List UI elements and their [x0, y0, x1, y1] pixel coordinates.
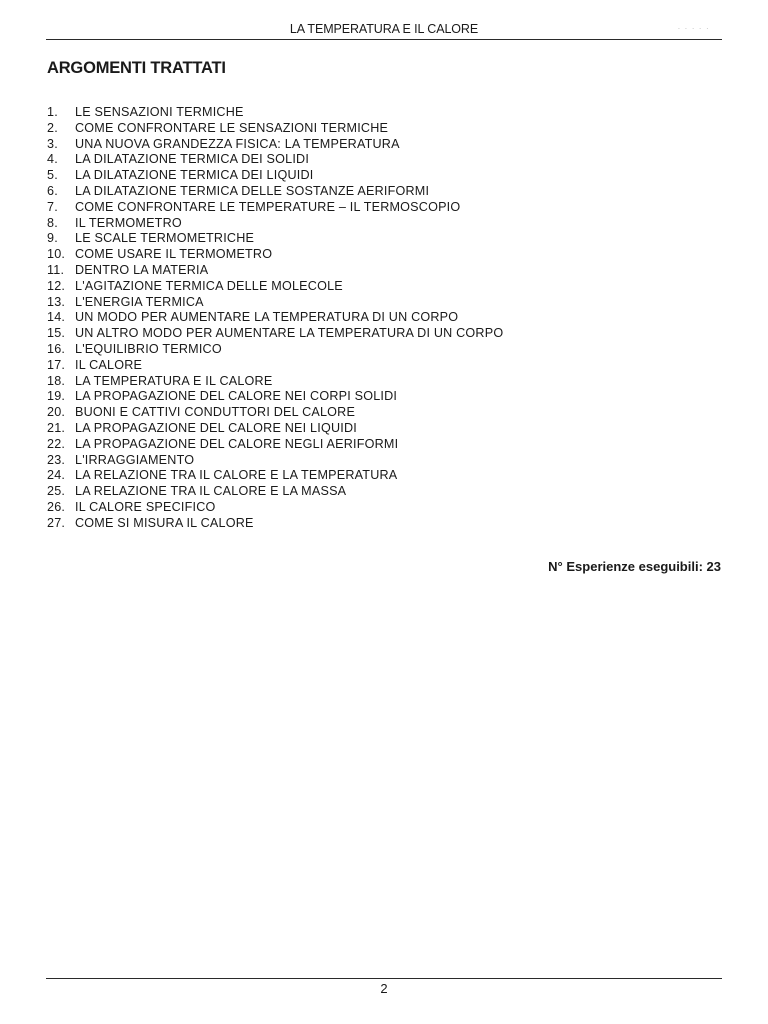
list-item [47, 453, 503, 469]
topic-number: 16. [47, 341, 66, 356]
topic-label: IL CALORE [75, 357, 143, 372]
topic-label: DENTRO LA MATERIA [75, 262, 209, 277]
list-item [47, 137, 503, 153]
experiences-count: N° Esperienze eseguibili: 23 [548, 559, 721, 574]
topic-label: LA PROPAGAZIONE DEL CALORE NEGLI AERIFORMI [75, 436, 399, 451]
topic-number: 26. [47, 499, 66, 514]
topic-number: 6. [47, 183, 58, 198]
topic-number: 5. [47, 168, 58, 183]
topic-list [47, 105, 503, 532]
topic-label: COME CONFRONTARE LE TEMPERATURE – IL TERMOSCOPIO [75, 199, 461, 214]
topic-label: IL TERMOMETRO [75, 215, 182, 230]
list-item [47, 295, 503, 311]
topic-number: 17. [47, 357, 66, 372]
page-number: 2 [380, 981, 388, 996]
topic-label: COME SI MISURA IL CALORE [75, 515, 254, 530]
topic-number: 21. [47, 420, 66, 435]
list-item [47, 310, 503, 326]
list-item [47, 437, 503, 453]
list-item [47, 326, 503, 342]
topic-label: IL CALORE SPECIFICO [75, 499, 216, 514]
list-item [47, 200, 503, 216]
topic-number: 25. [47, 484, 66, 499]
topic-number: 1. [47, 105, 58, 119]
topic-label: LA RELAZIONE TRA IL CALORE E LA TEMPERATURA [75, 468, 398, 483]
topic-number: 20. [47, 405, 66, 420]
topic-label: UNA NUOVA GRANDEZZA FISICA: LA TEMPERATURA [75, 136, 400, 151]
header-title: LA TEMPERATURA E IL CALORE [289, 22, 479, 36]
topic-number: 2. [47, 120, 58, 135]
list-item [47, 500, 503, 516]
topic-label: LA DILATAZIONE TERMICA DEI LIQUIDI [75, 168, 314, 183]
page-header [46, 22, 722, 40]
topic-label: UN ALTRO MODO PER AUMENTARE LA TEMPERATURA DI UN CORPO [75, 326, 504, 341]
topic-label: LA DILATAZIONE TERMICA DELLE SOSTANZE AERIFORMI [75, 183, 430, 198]
topic-label: LA RELAZIONE TRA IL CALORE E LA MASSA [75, 484, 347, 499]
list-item [47, 121, 503, 137]
topic-number: 3. [47, 136, 58, 151]
topic-number: 19. [47, 389, 66, 404]
topic-label: COME CONFRONTARE LE SENSAZIONI TERMICHE [75, 120, 389, 135]
list-item [47, 247, 503, 263]
list-item [47, 374, 503, 390]
list-item [47, 168, 503, 184]
topic-number: 22. [47, 436, 66, 451]
topic-label: LA TEMPERATURA E IL CALORE [75, 373, 273, 388]
list-item [47, 358, 503, 374]
list-item [47, 468, 503, 484]
topic-number: 4. [47, 152, 58, 167]
list-item [47, 152, 503, 168]
topic-label: UN MODO PER AUMENTARE LA TEMPERATURA DI UN CORPO [75, 310, 459, 325]
header-mark: · · · · · [678, 26, 710, 32]
list-item [47, 389, 503, 405]
list-item [47, 342, 503, 358]
section-heading: ARGOMENTI TRATTATI [47, 59, 226, 77]
list-item [47, 216, 503, 232]
list-item [47, 105, 503, 121]
topic-number: 27. [47, 515, 66, 530]
list-item [47, 231, 503, 247]
topic-number: 9. [47, 231, 58, 246]
list-item [47, 279, 503, 295]
topic-number: 23. [47, 452, 66, 467]
topic-number: 8. [47, 215, 58, 230]
topic-number: 13. [47, 294, 66, 309]
topic-number: 18. [47, 373, 66, 388]
topic-label: L'EQUILIBRIO TERMICO [75, 341, 222, 356]
topic-number: 24. [47, 468, 66, 483]
topic-number: 7. [47, 199, 58, 214]
topic-label: LA PROPAGAZIONE DEL CALORE NEI LIQUIDI [75, 420, 357, 435]
topic-label: LA PROPAGAZIONE DEL CALORE NEI CORPI SOLIDI [75, 389, 398, 404]
topic-label: L'IRRAGGIAMENTO [75, 452, 195, 467]
list-item [47, 421, 503, 437]
topic-label: LE SENSAZIONI TERMICHE [75, 105, 244, 119]
topic-number: 11. [47, 262, 65, 277]
topic-label: L'AGITAZIONE TERMICA DELLE MOLECOLE [75, 278, 343, 293]
footer-rule [46, 978, 722, 979]
topic-label: LE SCALE TERMOMETRICHE [75, 231, 255, 246]
list-item [47, 484, 503, 500]
topic-label: LA DILATAZIONE TERMICA DEI SOLIDI [75, 152, 310, 167]
topic-number: 12. [47, 278, 66, 293]
topic-number: 10. [47, 247, 66, 262]
topic-label: L'ENERGIA TERMICA [75, 294, 204, 309]
list-item [47, 263, 503, 279]
topic-label: COME USARE IL TERMOMETRO [75, 247, 273, 262]
list-item [47, 184, 503, 200]
list-item [47, 405, 503, 421]
list-item [47, 516, 503, 532]
topic-label: BUONI E CATTIVI CONDUTTORI DEL CALORE [75, 405, 356, 420]
topic-number: 15. [47, 326, 66, 341]
topic-number: 14. [47, 310, 66, 325]
